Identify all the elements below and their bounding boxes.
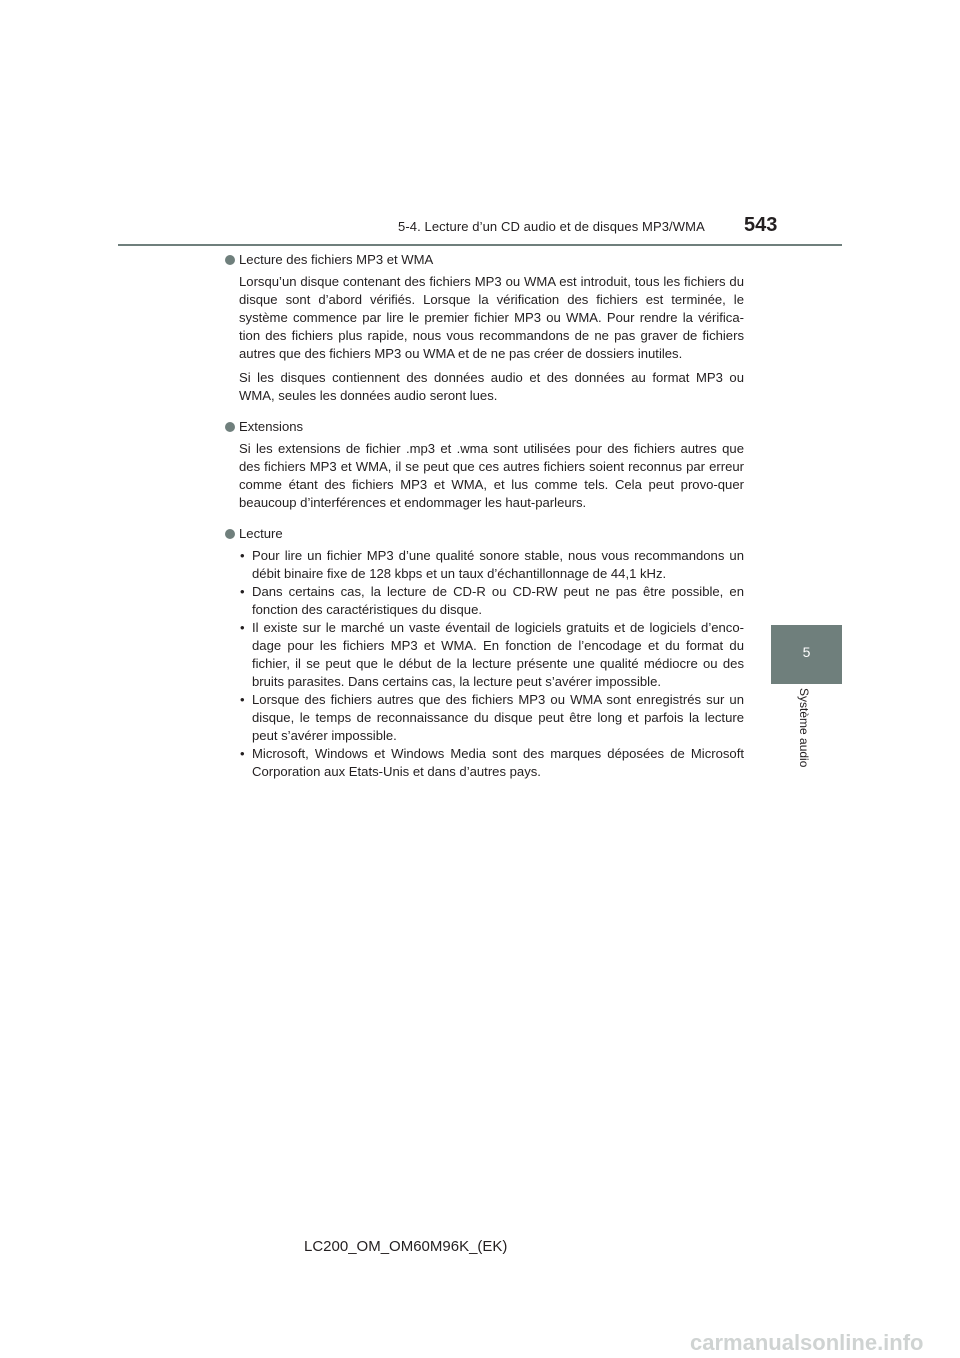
section-heading-text: Extensions [239, 419, 304, 434]
list-bullet-icon: • [240, 584, 245, 599]
section-heading-text: Lecture des fichiers MP3 et WMA [239, 252, 434, 267]
list-bullet-icon: • [240, 620, 245, 635]
document-code: LC200_OM_OM60M96K_(EK) [304, 1238, 508, 1255]
list-item [239, 745, 744, 781]
list-item [239, 619, 744, 691]
list-item-text: Lorsque des fichiers autres que des fichiers MP3 ou WMA sont enregistrés sur un disque, le temps de reconnaissance du disque peut être long et parfois la lecture peut s’avérer impossible. [252, 692, 744, 743]
list-item-text: Dans certains cas, la lecture de CD-R ou CD-RW peut ne pas être possible, en fonction des caractéristiques du disque. [252, 584, 744, 617]
paragraph: Si les disques contiennent des données audio et des données au format MP3 ou WMA, seules les données audio seront lues. [239, 370, 744, 403]
page-number: 543 [744, 214, 778, 236]
section-title: 5-4. Lecture d’un CD audio et de disques MP3/WMA [398, 219, 705, 234]
chapter-tab-label: Système audio [797, 688, 811, 768]
bullet-dot-icon [225, 422, 235, 432]
section-heading [222, 418, 744, 436]
list-item [239, 691, 744, 745]
list-item [239, 583, 744, 619]
list-bullet-icon: • [240, 746, 245, 761]
bullet-list [222, 547, 744, 781]
chapter-tab-number: 5 [802, 644, 811, 660]
list-bullet-icon: • [240, 548, 245, 563]
section-heading-text: Lecture [239, 526, 283, 541]
section-heading [222, 251, 744, 269]
bullet-dot-icon [225, 255, 235, 265]
bullet-dot-icon [225, 529, 235, 539]
list-item-text: Pour lire un fichier MP3 d’une qualité sonore stable, nous vous recommandons un débit binaire fixe de 128 kbps et un taux d’échantillonnage de 44,1 kHz. [252, 548, 744, 581]
section-heading [222, 525, 744, 543]
paragraph: Si les extensions de fichier .mp3 et .wma sont utilisées pour des fichiers autres que des fichiers MP3 et WMA, il se peut que ces autres fichiers soient reconnus par erreur comme étant des fichiers MP3 et WMA, et lus comme tels. Cela peut provo-quer beaucoup d’interférences et endommager les haut-parleurs. [239, 441, 744, 510]
list-item-text: Il existe sur le marché un vaste éventail de logiciels gratuits et de logiciels d’enco-dage pour les fichiers MP3 et WMA. En fonction de l’encodage et du format du fichier, il se peut que le début de la lecture présente une qualité médiocre ou des bruits parasites. Dans certains cas, la lecture peut s’avérer impossible. [252, 620, 744, 689]
header-divider [118, 244, 842, 246]
watermark: carmanualsonline.info [690, 1330, 924, 1355]
list-item-text: Microsoft, Windows et Windows Media sont des marques déposées de Microsoft Corporation aux Etats-Unis et dans d’autres pays. [252, 746, 744, 779]
list-item [239, 547, 744, 583]
paragraph: Lorsqu’un disque contenant des fichiers MP3 ou WMA est introduit, tous les fichiers du disque sont d’abord vérifiés. Lorsque la vérification des fichiers est terminée, le système commence par lire le premier fichier MP3 ou WMA. Pour rendre la vérifica-tion des fichiers plus rapide, nous vous recommandons de ne pas graver de fichiers autres que des fichiers MP3 ou WMA et de ne pas créer de dossiers inutiles. [239, 274, 744, 361]
list-bullet-icon: • [240, 692, 245, 707]
page-content [222, 251, 744, 781]
